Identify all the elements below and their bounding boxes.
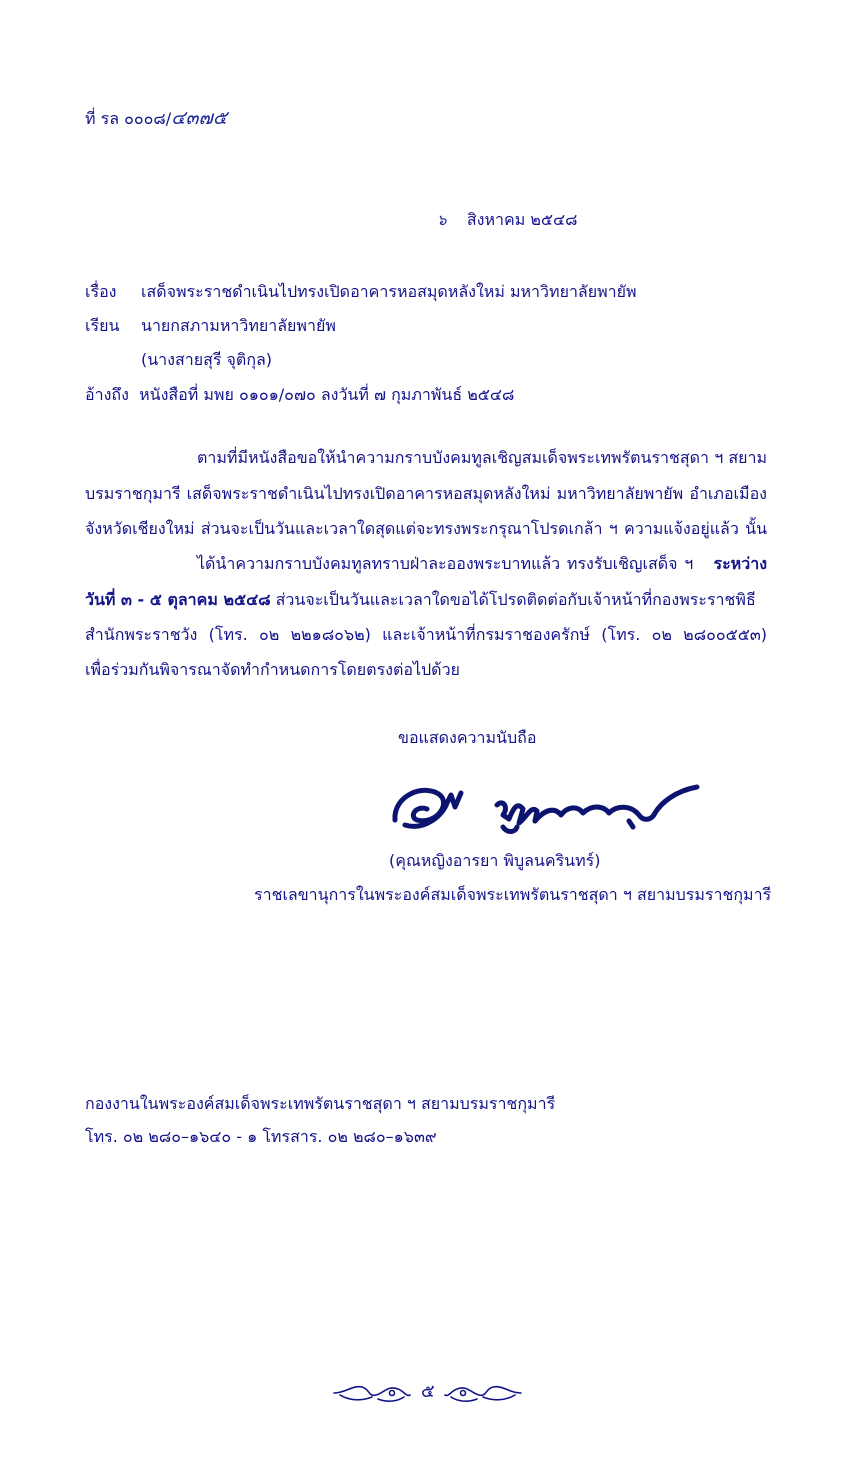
reference-number (85, 108, 227, 129)
addressee-line (85, 316, 336, 336)
addressee-title: นายกสภามหาวิทยาลัยพายัพ (141, 316, 336, 335)
reference-prefix: ที่ รล ๐๐๐๘/ (85, 109, 172, 128)
ornament-left-icon (332, 1381, 412, 1405)
signature-image (385, 765, 705, 845)
addressee-label: เรียน (85, 316, 120, 335)
body-p1-line2: บรมราชกุมารี เสด็จพระราชดำเนินไปทรงเปิดอาคารหอสมุดหลังใหม่ มหาวิทยาลัยพายัพ อำเภอเมือง (85, 484, 767, 503)
signer-title: ราชเลขานุการในพระองค์สมเด็จพระเทพรัตนราชสุดา ฯ สยามบรมราชกุมารี (254, 885, 772, 904)
ornament-right-icon (443, 1381, 523, 1405)
reference-label: อ้างถึง (85, 385, 129, 404)
handwritten-day: ๖ (437, 211, 447, 229)
date-month-year: สิงหาคม ๒๕๔๘ (466, 210, 578, 229)
page-number: ๕ (421, 1381, 435, 1402)
body-p2-line2-bold: วันที่ ๓ - ๕ ตุลาคม ๒๕๔๘ (85, 590, 271, 609)
body-p2-line1-bold: ระหว่าง (713, 554, 767, 573)
subject-line (85, 282, 637, 302)
signer-name: (คุณหญิงอารยา พิบูลนครินทร์) (389, 851, 601, 870)
reference-text: หนังสือที่ มพย ๐๑๐๑/๐๗๐ ลงวันที่ ๗ กุมภาพันธ์ ๒๕๔๘ (139, 385, 515, 404)
closing: ขอแสดงความนับถือ (398, 728, 537, 747)
reference-line (85, 385, 514, 405)
date-line (437, 210, 577, 230)
body-p2-line4: เพื่อร่วมกันพิจารณาจัดทำกำหนดการโดยตรงต่อไปด้วย (85, 660, 460, 679)
body-p2-line1 (197, 554, 767, 574)
body-p2-line1-text: ได้นำความกราบบังคมทูลทราบฝ่าละอองพระบาทแล้ว ทรงรับเชิญเสด็จ ฯ (197, 554, 701, 573)
body-p1-line1: ตามที่มีหนังสือขอให้นำความกราบบังคมทูลเชิญสมเด็จพระเทพรัตนราชสุดา ฯ สยาม (197, 448, 767, 467)
body-p2-line2-text: ส่วนจะเป็นวันและเวลาใดขอได้โปรดติดต่อกับเจ้าหน้าที่กองพระราชพิธี (270, 590, 756, 609)
body-p2-line2 (85, 590, 756, 610)
footer-phone: โทร. ๐๒ ๒๘๐–๑๖๔๐ - ๑ โทรสาร. ๐๒ ๒๘๐–๑๖๓๙ (85, 1127, 437, 1146)
subject-text: เสด็จพระราชดำเนินไปทรงเปิดอาคารหอสมุดหลังใหม่ มหาวิทยาลัยพายัพ (141, 282, 637, 301)
body-p2-line3: สำนักพระราชวัง (โทร. ๐๒ ๒๒๑๘๐๖๒) และเจ้าหน้าที่กรมราชองครักษ์ (โทร. ๐๒ ๒๘๐๐๕๕๓) (85, 625, 767, 644)
subject-label: เรื่อง (85, 282, 117, 301)
body-p1-line3: จังหวัดเชียงใหม่ ส่วนจะเป็นวันและเวลาใดสุดแต่จะทรงพระกรุณาโปรดเกล้า ฯ ความแจ้งอยู่แล้ว นั้น (85, 519, 767, 538)
footer-office: กองงานในพระองค์สมเด็จพระเทพรัตนราชสุดา ฯ สยามบรมราชกุมารี (85, 1094, 556, 1113)
handwritten-number: ๔๓๗๕ (171, 107, 228, 129)
addressee-name: (นางสายสุรี จุติกุล) (141, 350, 273, 369)
